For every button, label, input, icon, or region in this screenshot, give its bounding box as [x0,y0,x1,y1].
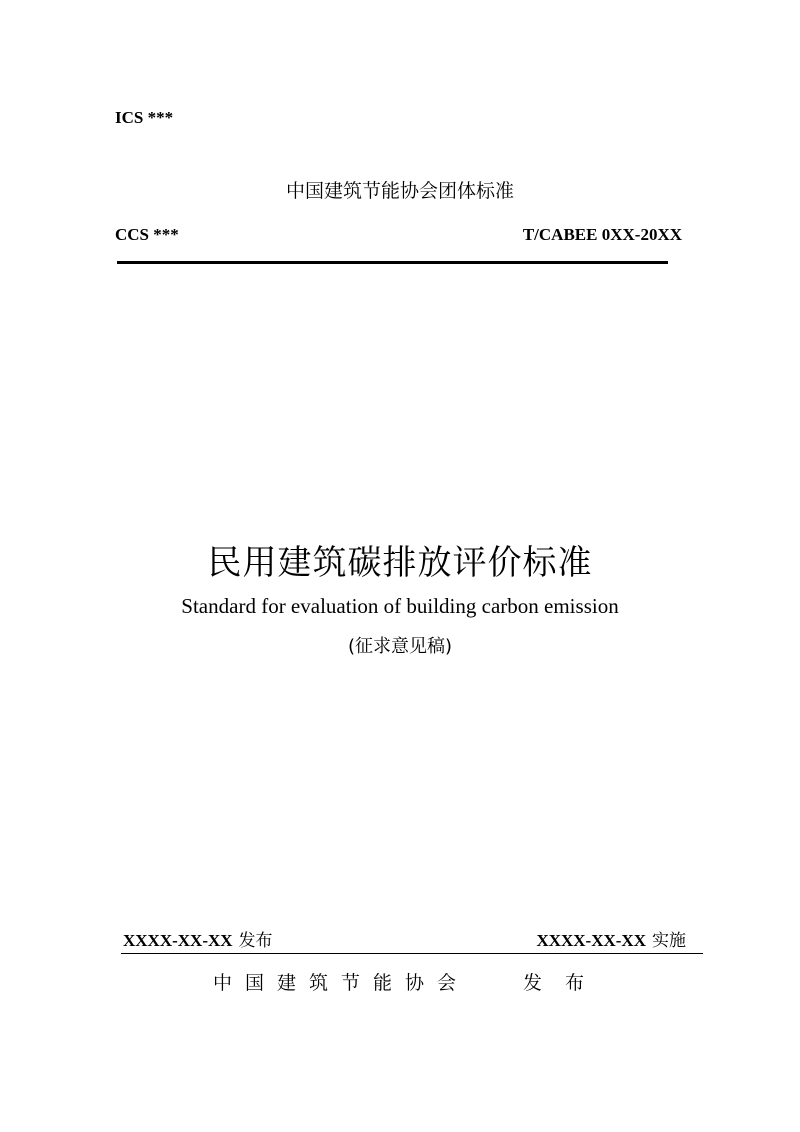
ics-code: ICS *** [115,108,174,127]
effective-date: XXXX-XX-XX [536,931,646,950]
document-title-chinese: 民用建筑碳排放评价标准 [207,543,593,583]
standard-number: T/CABEE 0XX-20XX [522,225,682,244]
publish-label: 发布 [238,931,273,951]
ccs-code: CCS *** [115,225,179,244]
publish-date-line [123,929,273,953]
document-title-english: Standard for evaluation of building carbon emission [181,594,619,618]
issue-label: 发布 [523,972,608,994]
association-standard-heading: 中国建筑节能协会团体标准 [285,180,514,202]
publish-date: XXXX-XX-XX [123,931,233,950]
effective-label: 实施 [652,931,686,951]
effective-date-line [536,929,686,953]
header-divider [117,261,668,264]
footer-divider [121,953,703,954]
draft-status: (征求意见稿) [347,636,453,657]
issuing-organization: 中国建筑节能协会 [213,972,470,994]
